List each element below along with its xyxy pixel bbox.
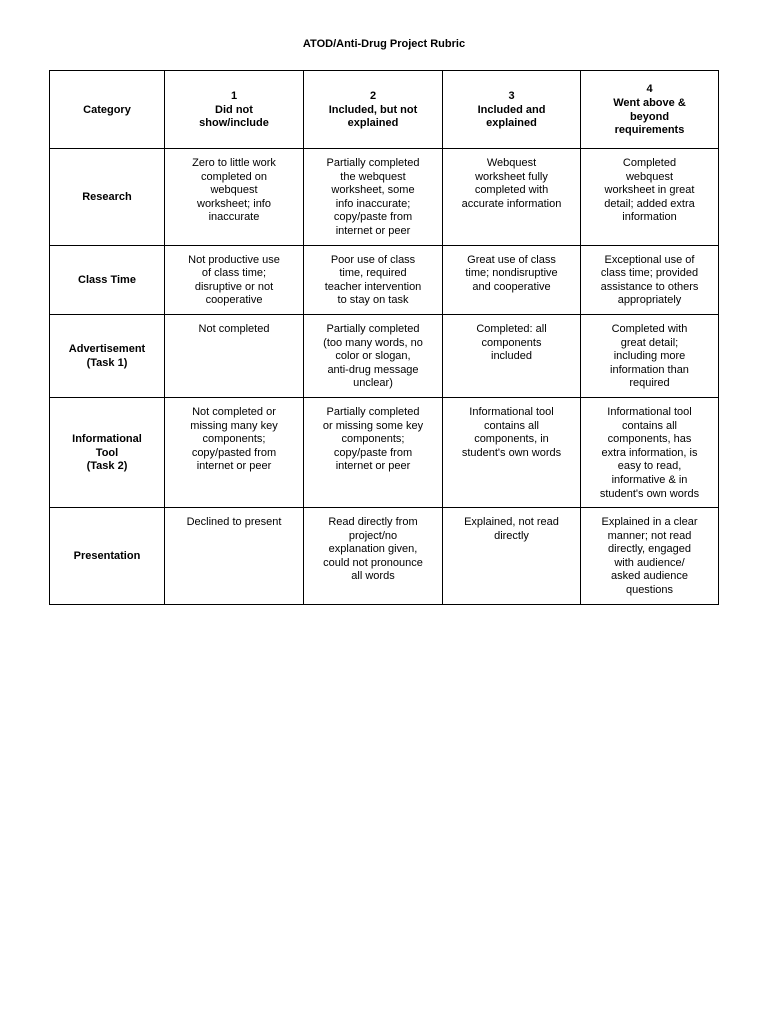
- table-cell: Completed webquest worksheet in great detail; added extra information: [581, 149, 719, 246]
- row-category: Class Time: [50, 245, 165, 314]
- table-row-advertisement: [50, 314, 719, 397]
- table-cell: Declined to present: [165, 508, 304, 605]
- header-score-3: 3 Included and explained: [443, 71, 581, 149]
- table-row-informational-tool: [50, 397, 719, 507]
- document-title: ATOD/Anti-Drug Project Rubric: [302, 38, 466, 50]
- table-cell: Explained, not read directly: [443, 508, 581, 605]
- header-category: Category: [50, 71, 165, 149]
- table-cell: Completed: all components included: [443, 314, 581, 397]
- header-score-1: 1 Did not show/include: [165, 71, 304, 149]
- header-row: [50, 71, 719, 149]
- table-row-research: [50, 149, 719, 246]
- table-cell: Informational tool contains all components, has extra information, is easy to read, informative & in student's own words: [581, 397, 719, 507]
- header-score-4: 4 Went above & beyond requirements: [581, 71, 719, 149]
- table-cell: Explained in a clear manner; not read directly, engaged with audience/ asked audience questions: [581, 508, 719, 605]
- row-category: Informational Tool (Task 2): [50, 397, 165, 507]
- row-category: Advertisement (Task 1): [50, 314, 165, 397]
- table-cell: Great use of class time; nondisruptive and cooperative: [443, 245, 581, 314]
- table-cell: Completed with great detail; including more information than required: [581, 314, 719, 397]
- table-cell: Informational tool contains all components, in student's own words: [443, 397, 581, 507]
- row-category: Research: [50, 149, 165, 246]
- table-cell: Not completed: [165, 314, 304, 397]
- table-cell: Partially completed the webquest worksheet, some info inaccurate; copy/paste from internet or peer: [304, 149, 443, 246]
- table-cell: Poor use of class time, required teacher intervention to stay on task: [304, 245, 443, 314]
- table-row-class-time: [50, 245, 719, 314]
- table-cell: Zero to little work completed on webquest worksheet; info inaccurate: [165, 149, 304, 246]
- table-cell: Not completed or missing many key components; copy/pasted from internet or peer: [165, 397, 304, 507]
- table-cell: Not productive use of class time; disruptive or not cooperative: [165, 245, 304, 314]
- row-category: Presentation: [50, 508, 165, 605]
- table-cell: Exceptional use of class time; provided assistance to others appropriately: [581, 245, 719, 314]
- table-cell: Partially completed or missing some key components; copy/paste from internet or peer: [304, 397, 443, 507]
- table-row-presentation: [50, 508, 719, 605]
- table-cell: Partially completed (too many words, no color or slogan, anti-drug message unclear): [304, 314, 443, 397]
- table-cell: Webquest worksheet fully completed with accurate information: [443, 149, 581, 246]
- header-score-2: 2 Included, but not explained: [304, 71, 443, 149]
- table-cell: Read directly from project/no explanation given, could not pronounce all words: [304, 508, 443, 605]
- rubric-table: [49, 70, 719, 605]
